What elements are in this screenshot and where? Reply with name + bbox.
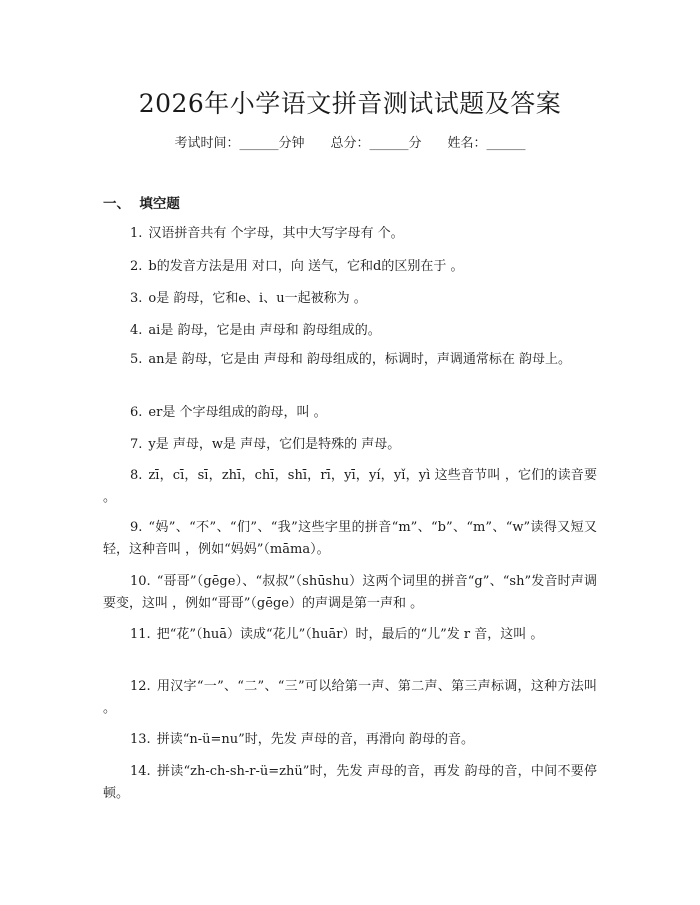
- question-number: 11.: [130, 627, 151, 642]
- question-item: [103, 761, 597, 805]
- question-text: 拼读“n-ü=nu”时，先发 声母的音，再滑向 韵母的音。: [156, 732, 475, 747]
- question-number: 7.: [130, 437, 143, 452]
- question-item: [103, 624, 597, 646]
- page-title: 2026年小学语文拼音测试试题及答案: [138, 89, 562, 118]
- question-item: [103, 349, 597, 371]
- question-text: an是 韵母，它是由 声母和 韵母组成的，标调时，声调通常标在 韵母上。: [148, 352, 572, 367]
- section-heading-fill-in-blank: 一、 填空题: [103, 196, 180, 212]
- question-text: “哥哥”（gēge）、“叔叔”（shūshu）这两个词里的拼音“g”、“sh”发音时声调要变，这叫 ，例如“哥哥”（gēge）的声调是第一声和 。: [103, 574, 597, 611]
- question-number: 13.: [130, 732, 151, 747]
- question-item: [103, 320, 597, 342]
- question-item: [103, 402, 597, 424]
- question-number: 3.: [130, 291, 143, 306]
- question-number: 14.: [130, 764, 151, 779]
- question-text: b的发音方法是用 对口，向 送气，它和d的区别在于 。: [148, 259, 464, 274]
- question-item: [103, 465, 597, 509]
- exam-info-row: [0, 132, 700, 151]
- question-text: zī，cī，sī，zhī，chī，shī，rī，yī，yí，yǐ，yì 这些音节叫 ，它们的读音要 。: [103, 468, 597, 505]
- question-number: 1.: [130, 226, 143, 241]
- question-item: [103, 517, 597, 561]
- question-item: [103, 288, 597, 310]
- question-item: [103, 676, 597, 720]
- question-number: 5.: [130, 352, 143, 367]
- question-item: [103, 434, 597, 456]
- question-number: 4.: [130, 323, 143, 338]
- question-number: 6.: [130, 405, 143, 420]
- question-number: 2.: [130, 259, 143, 274]
- student-name-label: 姓名：______: [447, 136, 526, 151]
- question-item: [103, 223, 597, 245]
- question-number: 8.: [130, 468, 143, 483]
- question-text: ai是 韵母，它是由 声母和 韵母组成的。: [148, 323, 381, 338]
- question-text: 拼读“zh-ch-sh-r-ü=zhü”时，先发 声母的音，再发 韵母的音，中间不要停顿。: [103, 764, 597, 801]
- question-text: “妈”、“不”、“们”、“我”这些字里的拼音“m”、“b”、“m”、“w”读得又短又轻，这种音叫 ，例如“妈妈”（māma）。: [103, 520, 597, 557]
- question-number: 12.: [130, 679, 151, 694]
- question-text: 把“花”（huā）读成“花儿”（huār）时，最后的“儿”发 r 音，这叫 。: [156, 627, 544, 642]
- question-number: 9.: [130, 520, 143, 535]
- total-score-label: 总分：______分: [330, 136, 422, 151]
- question-number: 10.: [130, 574, 151, 589]
- question-text: 用汉字“一”、“二”、“三”可以给第一声、第二声、第三声标调，这种方法叫 。: [103, 679, 597, 716]
- question-item: [103, 729, 597, 751]
- question-text: y是 声母，w是 声母，它们是特殊的 声母。: [148, 437, 401, 452]
- question-text: 汉语拼音共有 个字母，其中大写字母有 个。: [148, 226, 404, 241]
- exam-time-label: 考试时间：______分钟: [174, 136, 305, 151]
- question-item: [103, 571, 597, 615]
- question-text: er是 个字母组成的韵母，叫 。: [148, 405, 327, 420]
- question-text: o是 韵母，它和e、i、u一起被称为 。: [148, 291, 367, 306]
- question-item: [103, 256, 597, 278]
